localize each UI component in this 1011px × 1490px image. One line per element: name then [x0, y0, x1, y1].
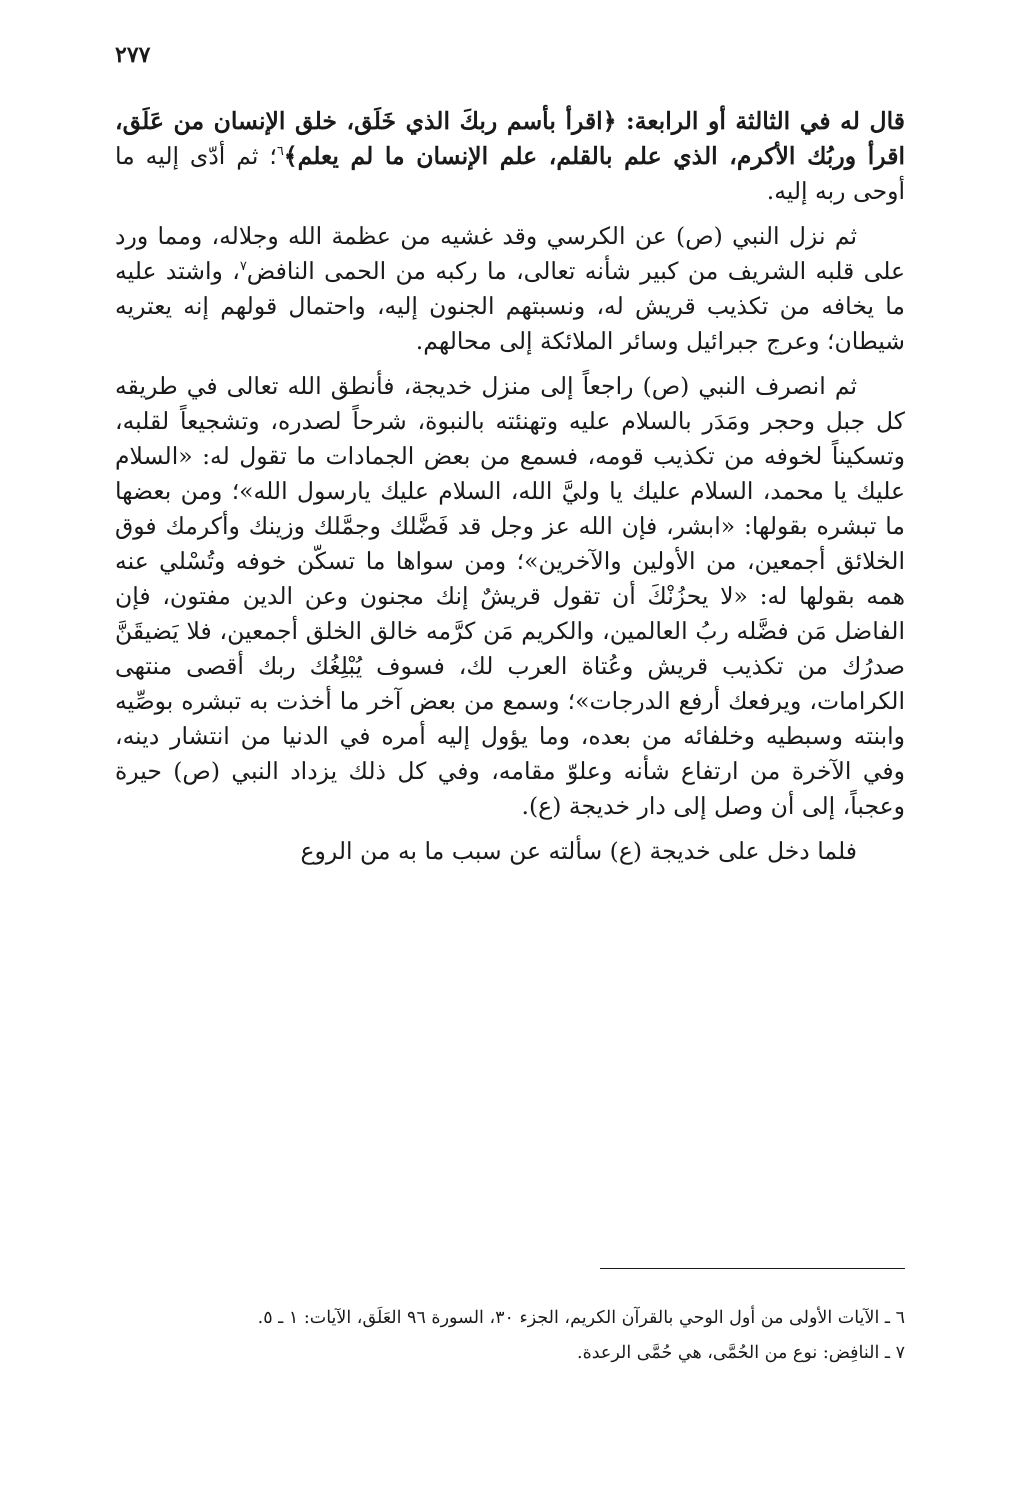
- paragraph-2: [115, 219, 905, 359]
- footnote-divider: [600, 1268, 905, 1269]
- paragraph-4: فلما دخل على خديجة (ع) سألته عن سبب ما به من الروع: [300, 837, 857, 865]
- verse-punctuation: ؛: [269, 142, 277, 170]
- paragraph-1-intro: قال له في الثالثة أو الرابعة:: [616, 107, 905, 135]
- footnote-7: ٧ ـ النافِض: نوع من الحُمَّى، هي حُمَّى الرعدة.: [577, 1343, 905, 1363]
- paragraph-3: ثم انصرف النبي (ص) راجعاً إلى منزل خديجة، فأنطق الله تعالى في طريقه كل جبل وحجر ومَدَر بالسلام عليه وتهنئته بالنبوة، شرحاً لصدره، وتشجيعاً لقلبه، وتسكيناً لخوفه من تكذيب قومه، فسمع من بعض الجمادات ما تقول له: «السلام عليك يا محمد، السلام عليك يا وليَّ الله، السلام عليك يارسول الله»؛ ومن بعضها ما تبشره بقولها: «ابشر، فإن الله عز وجل قد فَضَّلك وجمَّلك وزينك وأكرمك فوق الخلائق أجمعين، من الأولين والآخرين»؛ ومن سواها ما تسكّن خوفه وتُسْلي عنه همه بقولها له: «لا يحزُنْكَ أن تقول قريشٌ إنك مجنون وعن الدين مفتون، فإن الفاضل مَن فضَّله ربُ العالمين، والكريم مَن كرَّمه خالق الخلق أجمعين، فلا يَضيقَنَّ صدرُك من تكذيب قريش وعُتاة العرب لك، فسوف يُبْلِغُك ربك أقصى منتهى الكرامات، ويرفعك أرفع الدرجات»؛ وسمع من بعض آخر ما أخذت به تبشره بوصِّيه وابنته وسبطيه وخلفائه من بعده، وما يؤول إليه أمره في الدنيا من انتشار دينه، وفي الآخرة من ارتفاع شأنه وعلوّ مقامه، وفي كل ذلك يزداد النبي (ص) حيرة وعجباً، إلى أن وصل إلى دار خديجة (ع).: [115, 372, 905, 820]
- paragraph-2-part-2: ، واشتد عليه ما يخافه من تكذيب قريش له، ونسبتهم الجنون إليه، واحتمال قولهم إنه يعتريه شيطان؛ وعرج جبرائيل وسائر الملائكة إلى محالهم.: [115, 257, 905, 355]
- page-number: ٢٧٧: [115, 42, 151, 68]
- footnote-ref-7: ٧: [239, 259, 247, 275]
- footnotes: [115, 1304, 905, 1374]
- footnote-6: ٦ ـ الآيات الأولى من أول الوحي بالقرآن الكريم، الجزء ٣٠، السورة ٩٦ العَلَق، الآيات: ١ ـ ٥.: [257, 1308, 905, 1328]
- paragraph-1: [115, 104, 905, 209]
- quran-verse: ﴿اقرأ بأسم ربكَ الذي خَلَق، خلق الإنسان من عَلَق، اقرأ وربُك الأكرم، الذي علم بالقلم، علم الإنسان ما لم يعلم﴾: [115, 107, 905, 170]
- main-text: [115, 104, 905, 879]
- footnote-ref-6: ٦: [276, 144, 284, 160]
- paragraph-2-part-1: ثم نزل النبي (ص) عن الكرسي وقد غشيه من عظمة الله وجلاله، ومما ورد على قلبه الشريف من كبير شأنه تعالى، ما ركبه من الحمى النافض: [115, 222, 906, 285]
- paragraph-1-closing: ثم أدّى إليه ما أوحى ربه إليه.: [115, 142, 905, 205]
